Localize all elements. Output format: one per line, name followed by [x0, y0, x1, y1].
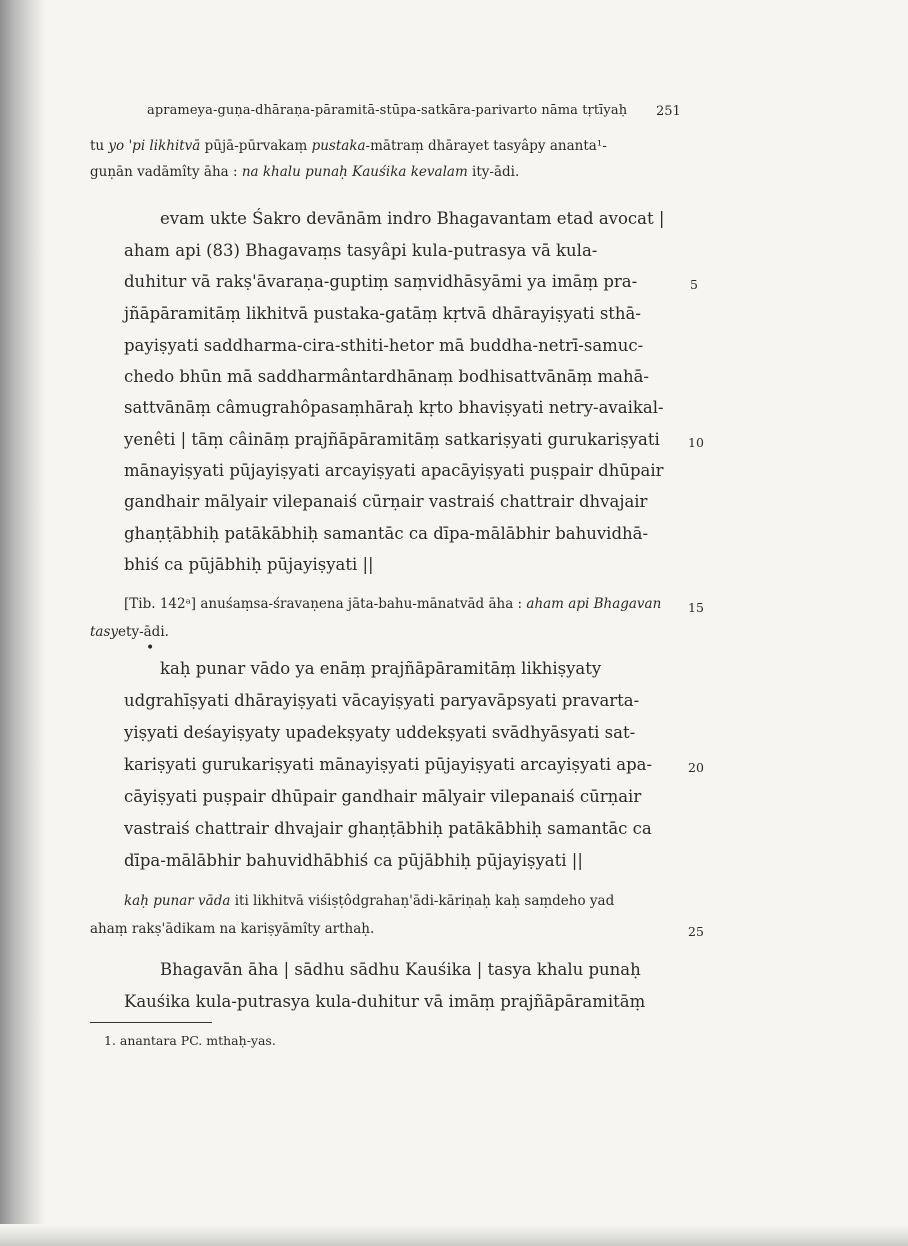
para1-line: payiṣyati saddharma-cira-sthiti-hetor mā buddha-netrī-samuc- — [124, 336, 644, 355]
intro-italic: yo 'pi likhitvā — [108, 138, 201, 154]
running-title: aprameya-guṇa-dhāraṇa-pāramitā-stūpa-satkāra-parivarto nāma tṛtīyaḥ — [147, 103, 628, 118]
comment-line-2: ahaṃ rakṣ'ādikam na kariṣyāmîty arthaḥ. — [90, 921, 375, 937]
para1-line: evam ukte Śakro devānām indro Bhagavantam etad avocat | — [160, 209, 665, 228]
comment-text: iti likhitvā viśiṣṭôdgrahaṇ'ādi-kāriṇaḥ kaḥ saṃdeho yad — [230, 893, 615, 909]
intro-text: tu — [90, 138, 109, 154]
line-number: 20 — [688, 760, 704, 775]
comment-line-1 — [124, 895, 614, 909]
tib-text: ety-ādi. — [118, 624, 169, 640]
para3-line: Bhagavān āha | sādhu sādhu Kauśika | tasya khalu punaḥ — [160, 960, 641, 979]
para1-line: mānayiṣyati pūjayiṣyati arcayiṣyati apacāyiṣyati puṣpair dhūpair — [124, 461, 664, 480]
tib-italic: aham api Bhagavan — [526, 596, 662, 612]
para2-line: vastraiś chattrair dhvajair ghaṇṭābhiḥ patākābhiḥ samantāc ca — [124, 819, 652, 838]
footnote: 1. anantara PC. mthaḥ-yas. — [104, 1033, 276, 1048]
para1-line: aham api (83) Bhagavaṃs tasyâpi kula-putrasya vā kula- — [124, 241, 598, 260]
page-bottom-edge — [0, 1224, 908, 1246]
line-number: 15 — [688, 600, 704, 615]
para2-line: udgrahīṣyati dhārayiṣyati vācayiṣyati paryavāpsyati pravarta- — [124, 691, 640, 710]
para1-line: gandhair mālyair vilepanaiś cūrṇair vastraiś chattrair dhvajair — [124, 492, 648, 511]
line-number: 10 — [688, 435, 704, 450]
footnote-rule — [90, 1022, 212, 1023]
comment-italic: kaḥ punar vāda — [124, 893, 231, 909]
book-spine-shadow — [0, 0, 46, 1246]
para2-line: dīpa-mālābhir bahuvidhābhiś ca pūjābhiḥ pūjayiṣyati || — [124, 851, 583, 870]
intro-line-2 — [90, 166, 519, 180]
para2-line: kariṣyati gurukariṣyati mānayiṣyati pūjayiṣyati arcayiṣyati apa- — [124, 755, 653, 774]
stray-dot: • — [146, 640, 155, 656]
para1-line: chedo bhūn mā saddharmântardhānaṃ bodhisattvānāṃ mahā- — [124, 367, 649, 386]
intro-text: ity-ādi. — [467, 164, 520, 180]
line-number: 25 — [688, 924, 704, 939]
page-number: 251 — [656, 104, 681, 119]
para2-line: yiṣyati deśayiṣyaty upadekṣyaty uddekṣyati svādhyāsyati sat- — [124, 723, 636, 742]
tib-line-2 — [90, 626, 169, 640]
intro-italic: pustaka — [311, 138, 366, 154]
para1-line: duhitur vā rakṣ'āvaraṇa-guptiṃ saṃvidhāsyāmi ya imāṃ pra- — [124, 272, 638, 291]
para3-line: Kauśika kula-putrasya kula-duhitur vā imāṃ prajñāpāramitāṃ — [124, 992, 646, 1011]
para1-line: bhiś ca pūjābhiḥ pūjayiṣyati || — [124, 555, 374, 574]
intro-text: pūjā-pūrvakaṃ — [200, 138, 312, 154]
intro-line-1 — [90, 140, 607, 154]
tib-line-1 — [124, 598, 661, 612]
para1-line: yenêti | tāṃ câināṃ prajñāpāramitāṃ satkariṣyati gurukariṣyati — [124, 430, 660, 449]
para1-line: ghaṇṭābhiḥ patākābhiḥ samantāc ca dīpa-mālābhir bahuvidhā- — [124, 524, 649, 543]
intro-text: -mātraṃ dhārayet tasyâpy ananta¹- — [365, 138, 607, 154]
tib-text: [Tib. 142ᵃ] anuśaṃsa-śravaṇena jāta-bahu-mānatvād āha : — [124, 596, 527, 612]
para1-line: jñāpāramitāṃ likhitvā pustaka-gatāṃ kṛtvā dhārayiṣyati sthā- — [124, 304, 641, 323]
para1-line: sattvānāṃ câmugrahôpasaṃhāraḥ kṛto bhaviṣyati netry-avaikal- — [124, 398, 664, 417]
para2-line: cāyiṣyati puṣpair dhūpair gandhair mālyair vilepanaiś cūrṇair — [124, 787, 642, 806]
tib-italic: tasy — [90, 624, 119, 640]
line-number: 5 — [690, 277, 698, 292]
intro-text: guṇān vadāmîty āha : — [90, 164, 242, 180]
para2-line: kaḥ punar vādo ya enāṃ prajñāpāramitāṃ likhiṣyaty — [160, 659, 602, 678]
intro-italic: na khalu punaḥ Kauśika kevalam — [241, 164, 468, 180]
